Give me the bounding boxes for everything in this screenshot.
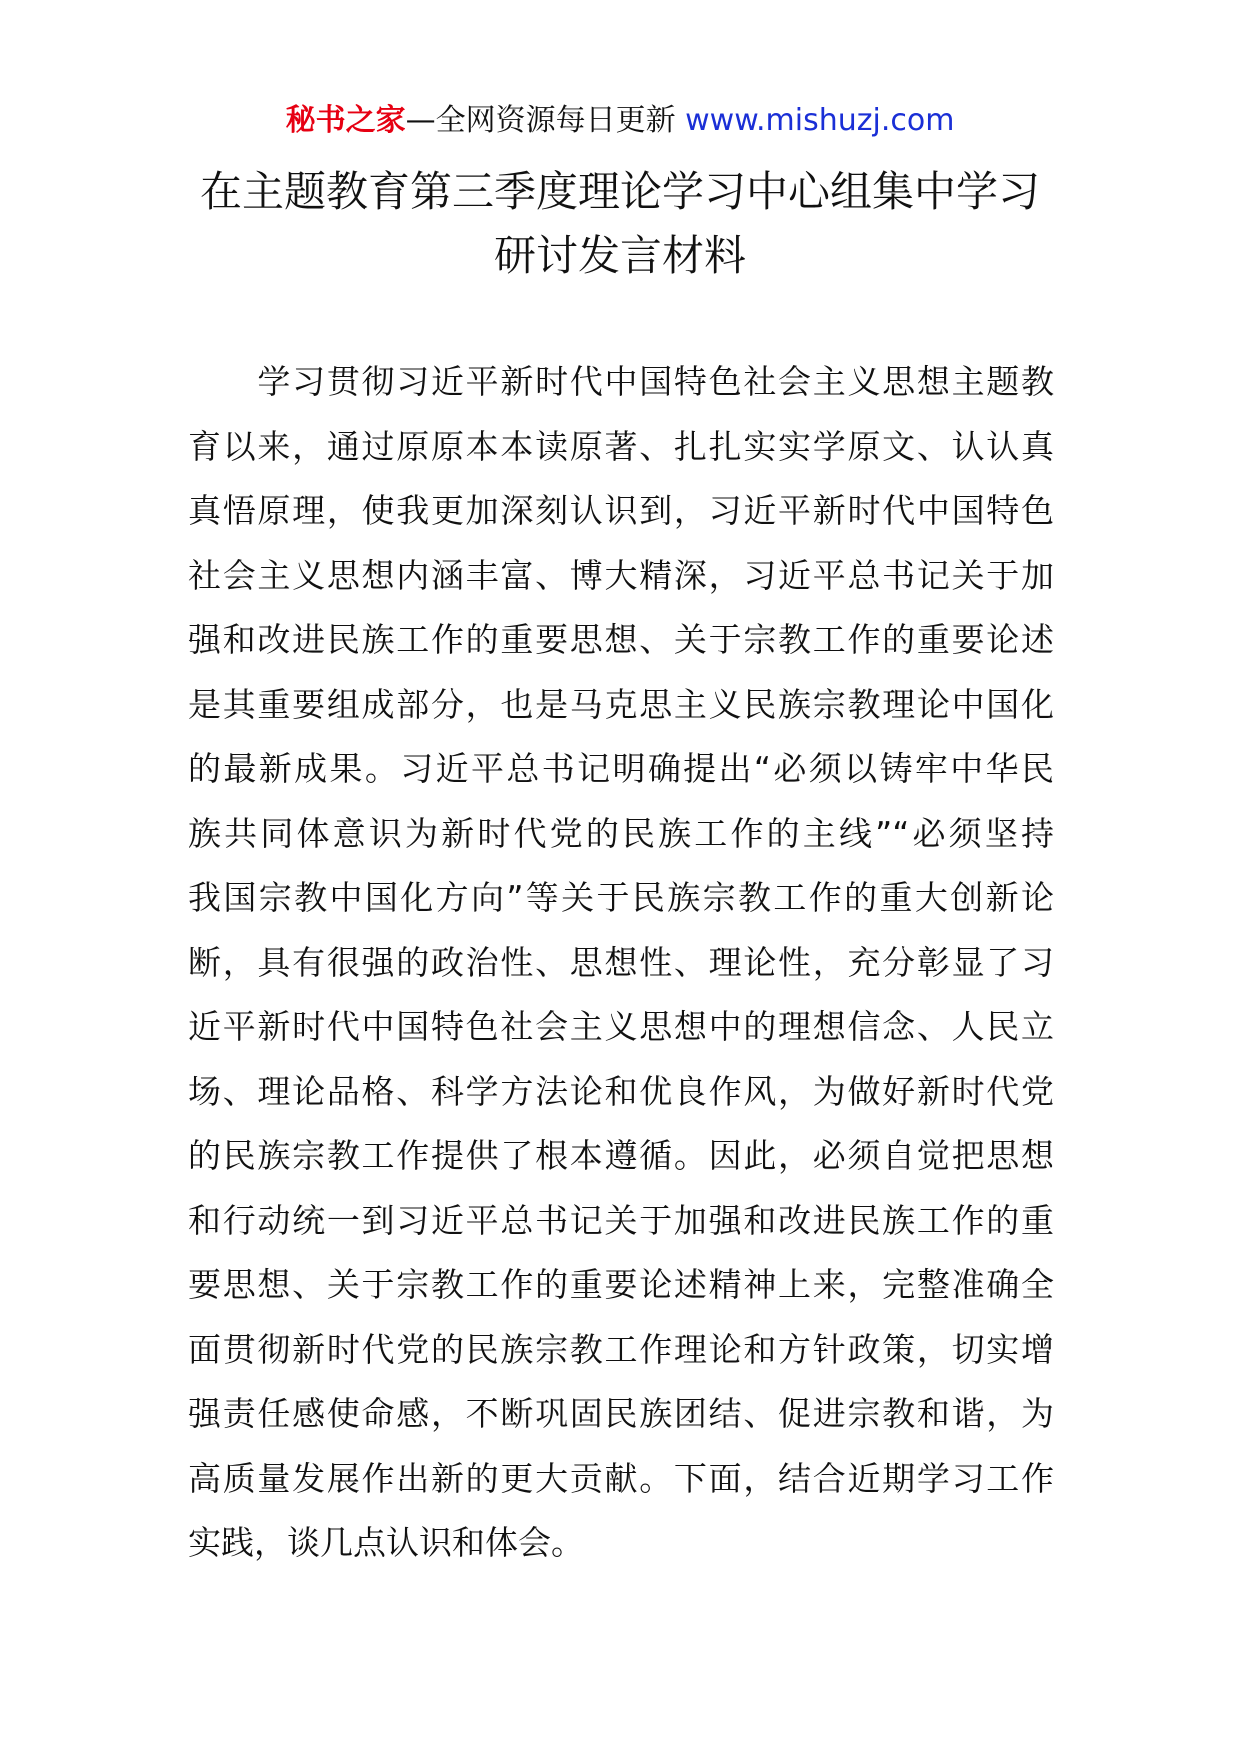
body-paragraph — [188, 350, 1054, 1576]
paragraph-line: 和行动统一到习近平总书记关于加强和改进民族工作的重 — [188, 1200, 1054, 1240]
site-url-link[interactable]: www.mishuzj.com — [685, 103, 955, 138]
paragraph-line: 社会主义思想内涵丰富、博大精深，习近平总书记关于加 — [188, 555, 1054, 595]
paragraph-line: 的最新成果。习近平总书记明确提出“必须以铸牢中华民 — [188, 749, 1054, 788]
paragraph-line: 要思想、关于宗教工作的重要论述精神上来，完整准确全 — [188, 1265, 1054, 1304]
paragraph-line: 高质量发展作出新的更大贡献。下面，结合近期学习工作 — [188, 1458, 1054, 1498]
title-line: 在主题教育第三季度理论学习中心组集中学习 — [199, 167, 1040, 216]
paragraph-line: 场、理论品格、科学方法论和优良作风，为做好新时代党 — [188, 1071, 1054, 1111]
paragraph-line: 强责任感使命感，不断巩固民族团结、促进宗教和谐，为 — [188, 1394, 1054, 1433]
paragraph-line: 育以来，通过原原本本读原著、扎扎实实学原文、认认真 — [188, 426, 1054, 466]
paragraph-line: 真悟原理，使我更加深刻认识到，习近平新时代中国特色 — [188, 491, 1054, 530]
paragraph-line: 是其重要组成部分，也是马克思主义民族宗教理论中国化 — [188, 684, 1054, 724]
paragraph-line: 学习贯彻习近平新时代中国特色社会主义思想主题教 — [188, 362, 1054, 401]
paragraph-line: 实践，谈几点认识和体会。 — [188, 1523, 584, 1562]
paragraph-line: 强和改进民族工作的重要思想、关于宗教工作的重要论述 — [188, 620, 1054, 659]
paragraph-line: 我国宗教中国化方向”等关于民族宗教工作的重大创新论 — [188, 878, 1054, 917]
title-line: 研讨发言材料 — [493, 231, 746, 280]
paragraph-line: 近平新时代中国特色社会主义思想中的理想信念、人民立 — [188, 1007, 1054, 1046]
header-tagline: —全网资源每日更新 — [405, 103, 686, 138]
paragraph-line: 断，具有很强的政治性、思想性、理论性，充分彰显了习 — [188, 942, 1054, 982]
paragraph-line: 的民族宗教工作提供了根本遵循。因此，必须自觉把思想 — [188, 1136, 1054, 1175]
site-header — [0, 100, 1240, 142]
paragraph-line: 面贯彻新时代党的民族宗教工作理论和方针政策，切实增 — [188, 1329, 1054, 1369]
brand-name: 秘书之家 — [285, 103, 406, 138]
document-title — [150, 160, 1090, 288]
paragraph-line: 族共同体意识为新时代党的民族工作的主线”“必须坚持 — [188, 813, 1054, 853]
